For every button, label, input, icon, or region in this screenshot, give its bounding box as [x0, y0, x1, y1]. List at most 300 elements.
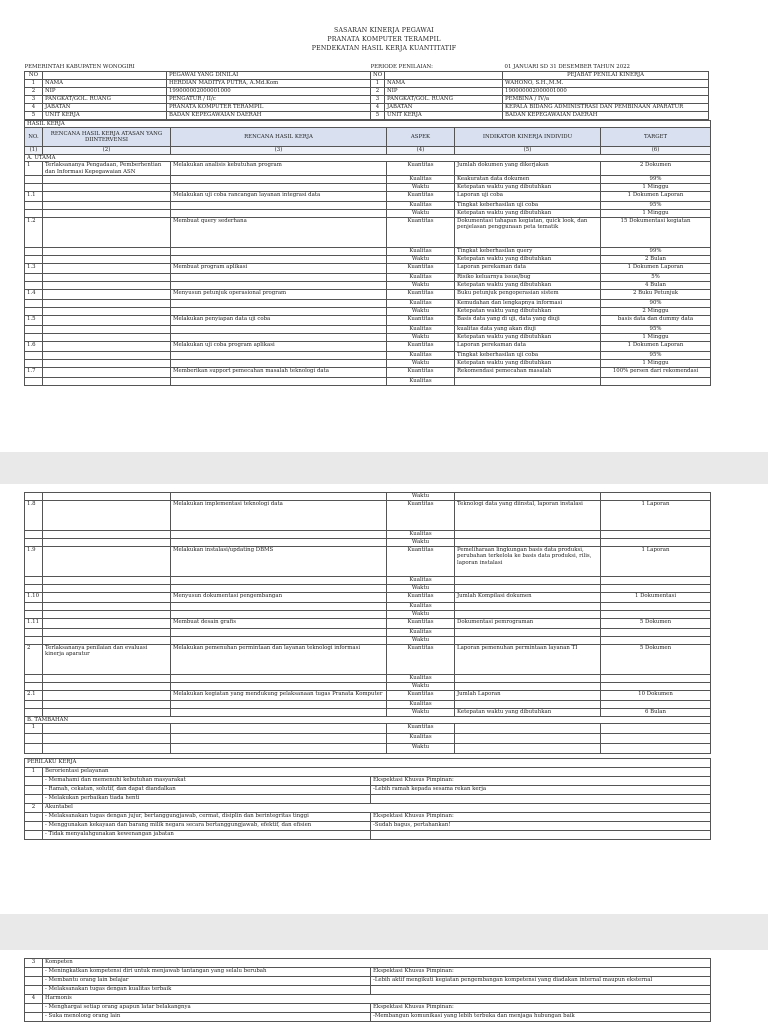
row-rencana: Melakukan uji coba rancangan layanan integrasi data: [171, 192, 387, 202]
perilaku-no: 4: [25, 995, 43, 1004]
row-target: 2 Dokumen: [601, 162, 711, 176]
identity-row: [25, 96, 709, 104]
document-title: [0, 0, 768, 53]
row-atasan: [43, 531, 171, 539]
row-target: 4 Bulan: [601, 282, 711, 290]
pegawai-heading: PEGAWAI YANG DINILAI: [167, 72, 371, 80]
pejabat-row-label: UNIT KERJA: [385, 112, 503, 120]
table-row: [25, 264, 711, 274]
row-atasan: [43, 611, 171, 619]
identity-row: [25, 88, 709, 96]
row-no: [25, 202, 43, 210]
perilaku-point-row: [25, 1004, 711, 1013]
row-target: [601, 603, 711, 611]
table-row: [25, 326, 711, 334]
table-row: [25, 308, 711, 316]
table-row: [25, 162, 711, 176]
perilaku-item: [25, 995, 711, 1004]
row-atasan: [43, 619, 171, 629]
row-target: basis data dan dummy data: [601, 316, 711, 326]
perilaku-table: [24, 758, 711, 840]
row-no: [25, 637, 43, 645]
row-target: 1 Laporan: [601, 501, 711, 531]
row-no: 1: [25, 724, 43, 734]
row-target: [601, 744, 711, 754]
row-atasan: [43, 724, 171, 734]
table-row: [25, 342, 711, 352]
row-indikator: Jumlah dokumen yang dikerjakan: [455, 162, 601, 176]
row-target: 1 Dokumen Laporan: [601, 264, 711, 274]
row-atasan: [43, 637, 171, 645]
row-aspek: Waktu: [387, 334, 455, 342]
row-aspek: Waktu: [387, 585, 455, 593]
row-indikator: Ketepatan waktu yang dibutuhkan: [455, 282, 601, 290]
perilaku-no-blank: [25, 813, 43, 822]
row-target: [601, 577, 711, 585]
row-rencana: [171, 184, 387, 192]
row-no: 1.9: [25, 547, 43, 577]
perilaku-point: - Menggunakan kekayaan dan barang milik negara secara bertanggungjawab, efektif, dan efisien: [43, 822, 371, 831]
instansi-label: PEMERINTAH KABUPATEN WONOGIRI: [24, 64, 135, 70]
pegawai-row-label: PANGKAT/GOL. RUANG: [43, 96, 167, 104]
row-no: [25, 184, 43, 192]
pejabat-row-label: NAMA: [385, 80, 503, 88]
row-rencana: Memberikan support pemecahan masalah teknologi data: [171, 368, 387, 378]
row-target: [601, 585, 711, 593]
ekspektasi-text: -Lebih aktif mengikuti kegiatan pengembangan kompetensi yang diadakan internal maupun eksternal: [371, 977, 711, 986]
pejabat-row-value: WAHONO, S.H.,M.M.: [503, 80, 709, 88]
perilaku-ekspektasi-spacer: [371, 959, 711, 968]
row-atasan: [43, 300, 171, 308]
row-aspek: Waktu: [387, 493, 455, 501]
row-indikator: Laporan uji coba: [455, 192, 601, 202]
pejabat-no-header: NO: [371, 72, 385, 80]
row-aspek: Waktu: [387, 308, 455, 316]
row-indikator: [455, 637, 601, 645]
perilaku-no-blank: [25, 831, 43, 840]
row-aspek: Waktu: [387, 683, 455, 691]
tambahan-row: [25, 744, 711, 754]
perilaku-no-blank: [25, 777, 43, 786]
row-rencana: [171, 352, 387, 360]
title-line-2: PRANATA KOMPUTER TERAMPIL: [327, 36, 441, 43]
row-no: [25, 274, 43, 282]
row-rencana: [171, 709, 387, 717]
identity-row: [25, 112, 709, 120]
pegawai-row-no: 3: [25, 96, 43, 104]
row-no: [25, 256, 43, 264]
row-no: 1.4: [25, 290, 43, 300]
row-no: 1: [25, 162, 43, 176]
row-no: [25, 210, 43, 218]
row-no: [25, 248, 43, 256]
title-line-3: PENDEKATAN HASIL KERJA KUANTITATIF: [311, 45, 457, 52]
pegawai-row-label: JABATAN: [43, 104, 167, 112]
perilaku-item: [25, 804, 711, 813]
row-rencana: [171, 378, 387, 386]
row-indikator: [455, 603, 601, 611]
ekspektasi-label: Ekspektasi Khusus Pimpinan:: [371, 777, 711, 786]
row-aspek: Kuantitas: [387, 593, 455, 603]
row-no: 1.10: [25, 593, 43, 603]
col-index-4: (4): [387, 147, 455, 154]
row-no: 1.7: [25, 368, 43, 378]
table-row: [25, 691, 711, 701]
table-row: [25, 176, 711, 184]
table-row: [25, 210, 711, 218]
row-no: [25, 334, 43, 342]
row-atasan: [43, 585, 171, 593]
ekspektasi-label: Ekspektasi Khusus Pimpinan:: [371, 968, 711, 977]
row-target: [601, 675, 711, 683]
row-target: [601, 734, 711, 744]
row-aspek: Kualitas: [387, 274, 455, 282]
perilaku-table-continued: [24, 958, 711, 1022]
perilaku-point: - Tidak menyalahgunakan kewenangan jabatan: [43, 831, 371, 840]
row-atasan: [43, 709, 171, 717]
row-rencana: [171, 308, 387, 316]
perilaku-no-blank: [25, 986, 43, 995]
col-index-3: (3): [171, 147, 387, 154]
pegawai-row-label: NAMA: [43, 80, 167, 88]
row-aspek: Kuantitas: [387, 645, 455, 675]
table-row: [25, 645, 711, 675]
perilaku-no-blank: [25, 795, 43, 804]
row-rencana: [171, 248, 387, 256]
pejabat-row-no: 3: [371, 96, 385, 104]
periode-value: 01 JANUARI SD 31 DESEMBER TAHUN 2022: [504, 64, 630, 70]
row-rencana: [171, 531, 387, 539]
row-rencana: [171, 611, 387, 619]
col-index-5: (5): [455, 147, 601, 154]
row-atasan: [43, 368, 171, 378]
row-no: [25, 326, 43, 334]
row-target: 1 Minggu: [601, 360, 711, 368]
hasil-kerja-table-continued: [24, 492, 711, 758]
col-header-target: TARGET: [601, 128, 711, 147]
row-atasan: Terlaksananya penilaian dan evaluasi kinerja aparatur: [43, 645, 171, 675]
pejabat-row-label: NIP: [385, 88, 503, 96]
row-rencana: Melakukan kegiatan yang mendukung pelaksanaan tugas Pranata Komputer: [171, 691, 387, 701]
table-row: [25, 701, 711, 709]
row-rencana: Menyusun petunjuk operasional program: [171, 290, 387, 300]
row-indikator: kualitas data yang akan diuji: [455, 326, 601, 334]
row-no: [25, 493, 43, 501]
row-target: [601, 531, 711, 539]
row-no: [25, 611, 43, 619]
row-aspek: Kualitas: [387, 300, 455, 308]
row-indikator: [455, 577, 601, 585]
row-rencana: Melakukan pemenuhan permintaan dan layanan teknologi informasi: [171, 645, 387, 675]
col-header-rencana: RENCANA HASIL KERJA: [171, 128, 387, 147]
perilaku-no-blank: [25, 1004, 43, 1013]
row-atasan: [43, 701, 171, 709]
row-indikator: Jumlah Kompilasi dokumen: [455, 593, 601, 603]
tambahan-row: [25, 734, 711, 744]
pegawai-row-value: BADAN KEPEGAWAIAN DAERAH: [167, 112, 371, 120]
pegawai-row-value: 199000002000001000: [167, 88, 371, 96]
row-no: [25, 352, 43, 360]
perilaku-ekspektasi-spacer: [371, 768, 711, 777]
row-aspek: Waktu: [387, 611, 455, 619]
row-atasan: [43, 378, 171, 386]
row-no: [25, 577, 43, 585]
row-target: 5 Dokumen: [601, 645, 711, 675]
row-indikator: Ketepatan waktu yang dibutuhkan: [455, 360, 601, 368]
row-rencana: [171, 176, 387, 184]
row-indikator: Tingkat keberhasilan uji coba: [455, 352, 601, 360]
table-row: [25, 709, 711, 717]
row-rencana: [171, 675, 387, 683]
pegawai-row-no: 1: [25, 80, 43, 88]
row-rencana: [171, 360, 387, 368]
table-row: [25, 184, 711, 192]
row-aspek: Kualitas: [387, 675, 455, 683]
pejabat-row-no: 4: [371, 104, 385, 112]
row-target: 1 Minggu: [601, 210, 711, 218]
pejabat-row-no: 1: [371, 80, 385, 88]
row-rencana: [171, 256, 387, 264]
row-no: 2.1: [25, 691, 43, 701]
row-indikator: Laporan perekaman data: [455, 264, 601, 274]
row-aspek: Kuantitas: [387, 501, 455, 531]
pejabat-row-value: PEMBINA / IV/a: [503, 96, 709, 104]
row-atasan: [43, 290, 171, 300]
table-row: [25, 531, 711, 539]
row-target: [601, 701, 711, 709]
table-row: [25, 360, 711, 368]
table-row: [25, 539, 711, 547]
row-indikator: [455, 378, 601, 386]
row-aspek: Kuantitas: [387, 547, 455, 577]
perilaku-no: 3: [25, 959, 43, 968]
document-page-1: [0, 0, 768, 452]
row-rencana: Menyusun dokumentasi pengembangan: [171, 593, 387, 603]
row-atasan: [43, 192, 171, 202]
row-atasan: [43, 342, 171, 352]
document-page-2: [0, 484, 768, 914]
row-atasan: [43, 202, 171, 210]
row-rencana: [171, 493, 387, 501]
pegawai-row-no: 5: [25, 112, 43, 120]
row-atasan: [43, 744, 171, 754]
perilaku-item: [25, 768, 711, 777]
row-indikator: Ketepatan waktu yang dibutuhkan: [455, 210, 601, 218]
row-target: 1 Laporan: [601, 547, 711, 577]
row-indikator: Jumlah Laporan: [455, 691, 601, 701]
row-indikator: Laporan perekaman data: [455, 342, 601, 352]
row-no: [25, 709, 43, 717]
row-atasan: [43, 352, 171, 360]
hasil-kerja-table: [24, 120, 711, 386]
row-rencana: Membuat program aplikasi: [171, 264, 387, 274]
row-atasan: [43, 593, 171, 603]
row-target: 5%: [601, 274, 711, 282]
row-no: 1.11: [25, 619, 43, 629]
pejabat-row-value: 190000002000001000: [503, 88, 709, 96]
row-no: 1.1: [25, 192, 43, 202]
row-indikator: Teknologi data yang diinstal, laporan instalasi: [455, 501, 601, 531]
perilaku-point-row: [25, 831, 711, 840]
perilaku-point: - Melakukan perbaikan tiada henti: [43, 795, 371, 804]
row-no: [25, 176, 43, 184]
row-indikator: [455, 493, 601, 501]
perilaku-point: - Melaksanakan tugas dengan kualitas terbaik: [43, 986, 371, 995]
perilaku-point: - Meningkatkan kompetensi diri untuk menjawab tantangan yang selalu berubah: [43, 968, 371, 977]
row-indikator: [455, 724, 601, 734]
row-aspek: Waktu: [387, 256, 455, 264]
row-aspek: Kuantitas: [387, 264, 455, 274]
row-atasan: [43, 184, 171, 192]
row-target: 1 Minggu: [601, 334, 711, 342]
title-line-1: SASARAN KINERJA PEGAWAI: [334, 27, 434, 34]
row-no: [25, 744, 43, 754]
row-aspek: Kualitas: [387, 176, 455, 184]
row-no: 1.5: [25, 316, 43, 326]
row-atasan: [43, 691, 171, 701]
row-atasan: [43, 256, 171, 264]
row-target: [601, 683, 711, 691]
table-row: [25, 603, 711, 611]
row-no: [25, 603, 43, 611]
table-row: [25, 192, 711, 202]
col-index-6: (6): [601, 147, 711, 154]
table-row: [25, 334, 711, 342]
row-indikator: Ketepatan waktu yang dibutuhkan: [455, 334, 601, 342]
row-indikator: Ketepatan waktu yang dibutuhkan: [455, 709, 601, 717]
row-aspek: Kuantitas: [387, 342, 455, 352]
perilaku-point-row: [25, 822, 711, 831]
row-rencana: Melakukan penyiapan data uji coba: [171, 316, 387, 326]
row-atasan: [43, 210, 171, 218]
row-no: [25, 300, 43, 308]
table-row: [25, 290, 711, 300]
table-row: [25, 577, 711, 585]
pegawai-no-header: NO: [25, 72, 43, 80]
row-aspek: Kualitas: [387, 352, 455, 360]
row-atasan: [43, 176, 171, 184]
row-atasan: [43, 316, 171, 326]
section-utama: A. UTAMA: [25, 154, 711, 161]
document-page-3: [0, 950, 768, 1024]
row-aspek: Waktu: [387, 282, 455, 290]
table-row: [25, 629, 711, 637]
row-aspek: Kualitas: [387, 577, 455, 585]
perilaku-title: Akuntabel: [43, 804, 371, 813]
row-atasan: [43, 282, 171, 290]
row-rencana: [171, 744, 387, 754]
row-target: 2 Buku Petunjuk: [601, 290, 711, 300]
perilaku-point: - Ramah, cekatan, solutif, dan dapat diandalkan: [43, 786, 371, 795]
row-target: 95%: [601, 352, 711, 360]
row-target: 95%: [601, 202, 711, 210]
row-atasan: [43, 493, 171, 501]
row-atasan: [43, 577, 171, 585]
row-indikator: Ketepatan waktu yang dibutuhkan: [455, 184, 601, 192]
pegawai-row-label: UNIT KERJA: [43, 112, 167, 120]
row-indikator: [455, 683, 601, 691]
row-rencana: Melakukan uji coba program aplikasi: [171, 342, 387, 352]
perilaku-point-row: [25, 786, 711, 795]
section-tambahan: B. TAMBAHAN: [25, 717, 711, 724]
perilaku-point-row: [25, 1013, 711, 1022]
row-target: 15 Dokumentasi kegiatan: [601, 218, 711, 248]
row-target: 2 Bulan: [601, 256, 711, 264]
row-aspek: Kuantitas: [387, 218, 455, 248]
row-atasan: [43, 218, 171, 248]
row-aspek: Waktu: [387, 744, 455, 754]
row-aspek: Waktu: [387, 184, 455, 192]
row-target: [601, 724, 711, 734]
row-indikator: Laporan pemenuhan permintaan layanan TI: [455, 645, 601, 675]
table-row: [25, 619, 711, 629]
table-row: [25, 368, 711, 378]
row-aspek: Kualitas: [387, 531, 455, 539]
table-row: [25, 547, 711, 577]
row-indikator: [455, 675, 601, 683]
row-no: [25, 734, 43, 744]
row-target: 2 Minggu: [601, 308, 711, 316]
row-indikator: [455, 611, 601, 619]
row-atasan: [43, 675, 171, 683]
row-no: 1.3: [25, 264, 43, 274]
col-header-indikator: INDIKATOR KINERJA INDIVIDU: [455, 128, 601, 147]
tambahan-rows: [25, 724, 711, 754]
row-atasan: [43, 264, 171, 274]
row-aspek: Kuantitas: [387, 192, 455, 202]
col-index-1: (1): [25, 147, 43, 154]
row-rencana: [171, 603, 387, 611]
pejabat-row-no: 5: [371, 112, 385, 120]
row-aspek: Waktu: [387, 539, 455, 547]
row-indikator: [455, 531, 601, 539]
perilaku-ekspektasi-spacer: [371, 804, 711, 813]
pegawai-row-no: 4: [25, 104, 43, 112]
perilaku-label: PERILAKU KERJA: [25, 759, 711, 768]
table-row: [25, 256, 711, 264]
row-no: [25, 360, 43, 368]
row-aspek: Waktu: [387, 637, 455, 645]
row-rencana: Membuat query sederhana: [171, 218, 387, 248]
perilaku-point: - Menghargai setiap orang apapun latar belakangnya: [43, 1004, 371, 1013]
col-header-no: NO.: [25, 128, 43, 147]
perilaku-point: - Melaksanakan tugas dengan jujur, bertanggungjawab, cermat, disiplin dan berintegritas tinggi: [43, 813, 371, 822]
row-indikator: [455, 629, 601, 637]
row-rencana: [171, 724, 387, 734]
row-rencana: [171, 629, 387, 637]
row-aspek: Kuantitas: [387, 619, 455, 629]
row-indikator: [455, 539, 601, 547]
ekspektasi-label: Ekspektasi Khusus Pimpinan:: [371, 1004, 711, 1013]
table-row: [25, 352, 711, 360]
row-atasan: [43, 603, 171, 611]
row-target: 1 Minggu: [601, 184, 711, 192]
perilaku-no-blank: [25, 786, 43, 795]
ekspektasi-label: Ekspektasi Khusus Pimpinan:: [371, 813, 711, 822]
table-row: [25, 248, 711, 256]
row-atasan: [43, 308, 171, 316]
table-row: [25, 202, 711, 210]
row-no: [25, 675, 43, 683]
row-no: [25, 531, 43, 539]
row-aspek: Kuantitas: [387, 724, 455, 734]
pejabat-row-value: KEPALA BIDANG ADMINISTRASI DAN PEMBINAAN APARATUR: [503, 104, 709, 112]
ekspektasi-blank: [371, 831, 711, 840]
row-atasan: [43, 629, 171, 637]
row-target: [601, 539, 711, 547]
row-indikator: Risiko keluarnya issue/bug: [455, 274, 601, 282]
row-indikator: Ketepatan waktu yang dibutuhkan: [455, 256, 601, 264]
